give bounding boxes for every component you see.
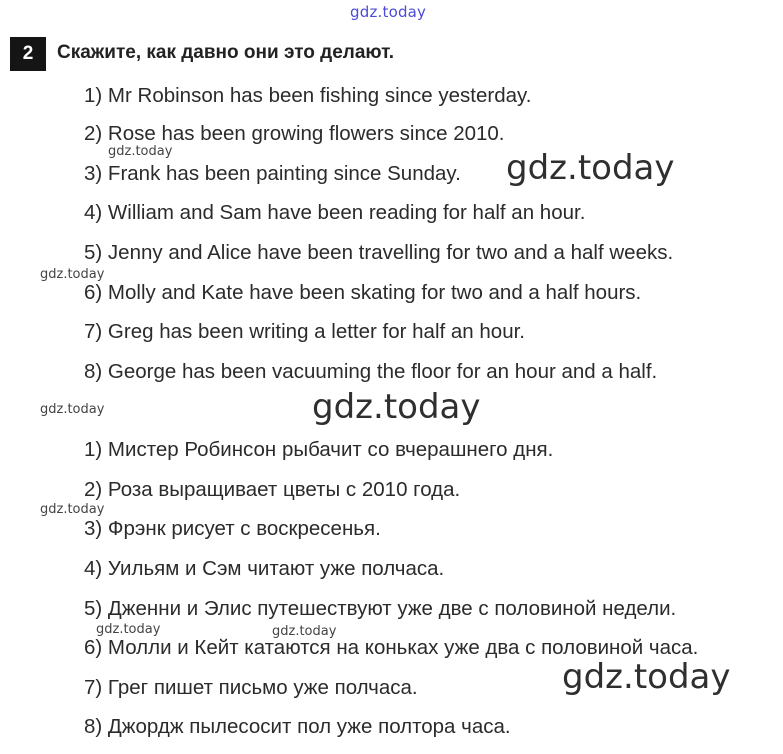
english-answer-2: 2) Rose has been growing flowers since 2010. bbox=[84, 122, 505, 145]
russian-answer-6: 6) Молли и Кейт катаются на коньках уже два с половиной часа. bbox=[84, 636, 699, 659]
task-title: Скажите, как давно они это делают. bbox=[57, 42, 395, 63]
task-number-badge: 2 bbox=[10, 37, 46, 71]
watermark-top: gdz.today bbox=[350, 3, 427, 21]
watermark-large: gdz.today bbox=[506, 148, 675, 188]
watermark-small: gdz.today bbox=[40, 267, 105, 282]
english-answer-6: 6) Molly and Kate have been skating for two and a half hours. bbox=[84, 281, 642, 304]
russian-answer-4: 4) Уильям и Сэм читают уже полчаса. bbox=[84, 557, 445, 580]
russian-answer-5: 5) Дженни и Элис путешествуют уже две с половиной недели. bbox=[84, 597, 677, 620]
watermark-large: gdz.today bbox=[312, 387, 481, 427]
russian-answer-3: 3) Фрэнк рисует с воскресенья. bbox=[84, 517, 381, 540]
english-answer-8: 8) George has been vacuuming the floor for an hour and a half. bbox=[84, 360, 658, 383]
english-answer-5: 5) Jenny and Alice have been travelling for two and a half weeks. bbox=[84, 241, 674, 264]
watermark-small: gdz.today bbox=[40, 502, 105, 517]
watermark-small: gdz.today bbox=[108, 144, 173, 159]
english-answer-1: 1) Mr Robinson has been fishing since yesterday. bbox=[84, 84, 532, 107]
watermark-small: gdz.today bbox=[272, 624, 337, 639]
russian-answer-8: 8) Джордж пылесосит пол уже полтора часа. bbox=[84, 715, 511, 738]
russian-answer-7: 7) Грег пишет письмо уже полчаса. bbox=[84, 676, 418, 699]
watermark-small: gdz.today bbox=[40, 402, 105, 417]
russian-answer-2: 2) Роза выращивает цветы с 2010 года. bbox=[84, 478, 461, 501]
russian-answer-1: 1) Мистер Робинсон рыбачит со вчерашнего дня. bbox=[84, 438, 554, 461]
watermark-small: gdz.today bbox=[96, 622, 161, 637]
english-answer-3: 3) Frank has been painting since Sunday. bbox=[84, 162, 461, 185]
english-answer-4: 4) William and Sam have been reading for half an hour. bbox=[84, 201, 586, 224]
english-answer-7: 7) Greg has been writing a letter for half an hour. bbox=[84, 320, 526, 343]
watermark-large: gdz.today bbox=[562, 657, 731, 697]
